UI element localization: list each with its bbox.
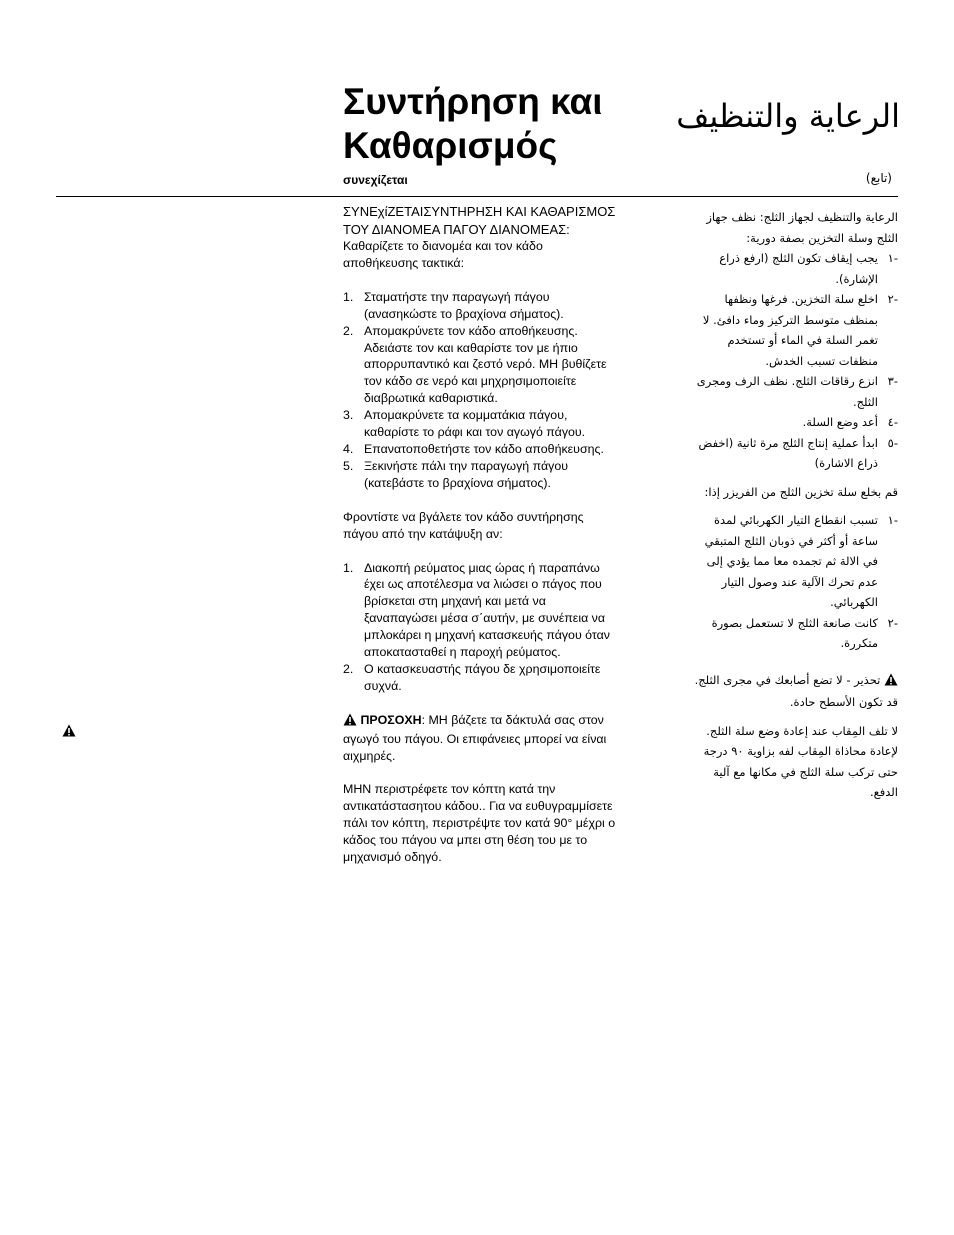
- final-note-arabic: لا تلف المِقاب عند إعادة وضع سلة الثلج. لإعادة محاذاة المِقاب لفه بزاوية ٩٠ درجة حتى تركب سلة الثلج في مكانها مع آلية الدفع.: [703, 723, 898, 799]
- list-item: 5. Ξεκινήστε πάλι την παραγωγή πάγου (κατεβάστε το βραχίονα σήματος).: [343, 458, 569, 490]
- list-item: 4. Επανατοποθετήστε τον κάδο αποθήκευσης.: [343, 441, 604, 456]
- caution-arabic: [690, 670, 898, 713]
- warning-triangle-icon: [343, 713, 357, 731]
- caution-label: ΠΡΟΣΟΧΗ: [360, 712, 422, 727]
- header-divider: [56, 196, 898, 197]
- greek-column: [343, 203, 618, 866]
- page-title-greek: Συντήρηση και Καθαρισμός: [343, 81, 603, 166]
- caution-greek: [343, 712, 618, 765]
- remove-intro-arabic: قم بخلع سلة تخزين الثلج من الفريزر إذا:: [704, 484, 898, 499]
- remove-list-arabic: [690, 510, 898, 654]
- caution-text-arabic: تحذير - لا تضع أصابعك في مجرى الثلج. قد تكون الأسطح حادة.: [694, 672, 898, 709]
- intro-arabic: الرعاية والتنظيف لجهاز الثلج: نظف جهاز الثلج وسلة التخزين بصفة دورية:: [706, 210, 898, 245]
- list-item: -١ يجب إيقاف تكون الثلج (ارفع ذراع الإشارة).: [719, 251, 898, 286]
- warning-triangle-icon: [884, 672, 898, 693]
- list-item: -٥ ابدأ عملية إنتاج الثلج مرة ثانية (اخفض ذراع الاشارة): [698, 435, 898, 470]
- list-item: -٣ انزع رقاقات الثلج. نظف الرف ومجرى الثلج.: [696, 374, 898, 409]
- final-note-greek: ΜΗΝ περιστρέφετε τον κόπτη κατά την αντικατάστασητου κάδου.. Για να ευθυγραμμίσετε πάλι τον κόπτη, περιστρέψτε τον κατά 90° μέχρι ο κάδος του πάγου να μπει στη θέση του με το μηχανισμό οδηγό.: [343, 782, 616, 865]
- list-item: 2. Ο κατασκευαστής πάγου δε χρησιμοποιείτε συχνά.: [343, 661, 601, 693]
- list-item: 1. Διακοπή ρεύματος μιας ώρας ή παραπάνω έχει ως αποτέλεσμα να λιώσει ο πάγος που βρίσκεται στη μηχανή και μετά να ξαναπαγώσει μέσα σ΄αυτήν, με συνέπεια να μπλοκάρει η μηχανή κατασκευής πάγου όταν αποκατασταθεί η παροχή ρεύματος.: [343, 560, 610, 660]
- list-item: 2. Απομακρύνετε τον κάδο αποθήκευσης. Αδειάστε τον και καθαρίστε τον με ήπιο απορρυπαντικό και ζεστό νερό. ΜΗ βυθίζετε τον κάδο σε νερό και μηχρησιμοποιείτε διαβρωτικά καθαριστικά.: [343, 323, 607, 406]
- remove-list-greek: [343, 560, 618, 695]
- steps-list-greek: [343, 289, 618, 492]
- list-item: -١ تسبب انقطاع التيار الكهربائي لمدة ساعة أو أكثر في ذوبان الثلج المتبقي في الالة ثم تجمده معا مما يؤدي إلى عدم تحرك الآلية عند وصول التيار الكهربائي.: [704, 513, 898, 609]
- remove-intro-greek: Φροντίστε να βγάλετε τον κάδο συντήρησης πάγου από την κατάψυξη αν:: [343, 509, 584, 541]
- list-item: -٢ اخلع سلة التخزين. فرغها ونظفها بمنظف متوسط التركيز وماء دافئ. لا تغمر السلة في الماء أو تستخدم منظفات تسبب الخدش.: [702, 292, 898, 368]
- list-item: 3. Απομακρύνετε τα κομματάκια πάγου, καθαρίστε το ράφι και τον αγωγό πάγου.: [343, 408, 586, 440]
- warning-triangle-icon: [62, 724, 76, 742]
- list-item: 1. Σταματήστε την παραγωγή πάγου (ανασηκώστε το βραχίονα σήματος).: [343, 289, 564, 321]
- intro-greek: Καθαρίζετε το διανομέα και τον κάδο αποθήκευσης τακτικά:: [343, 239, 543, 270]
- list-item: -٢ كانت صانعة الثلج لا تستعمل بصورة متكررة.: [711, 615, 898, 650]
- subtitle-greek: συνεχίζεται: [343, 173, 408, 187]
- list-item: -٤ أعد وضع السلة.: [802, 415, 898, 429]
- steps-list-arabic: [690, 248, 898, 474]
- caution-text: : ΜΗ βάζετε τα δάκτυλά σας στον αγωγό του πάγου. Οι επιφάνειες μπορεί να είναι αιχμηρές.: [343, 712, 607, 763]
- subtitle-arabic: (تابع): [865, 171, 892, 185]
- section-heading-greek: ΣΥΝΕχίΖΕΤΑΙΣΥΝΤΗΡΗΣΗ ΚΑΙ ΚΑΘΑΡΙΣΜΟΣ ΤΟΥ ΔΙΑΝΟΜΕΑ ΠΑΓΟΥ ΔΙΑΝΟΜΕΑΣ:: [343, 204, 616, 237]
- page-title-arabic: الرعاية والتنظيف: [676, 97, 900, 135]
- arabic-column: [690, 207, 898, 803]
